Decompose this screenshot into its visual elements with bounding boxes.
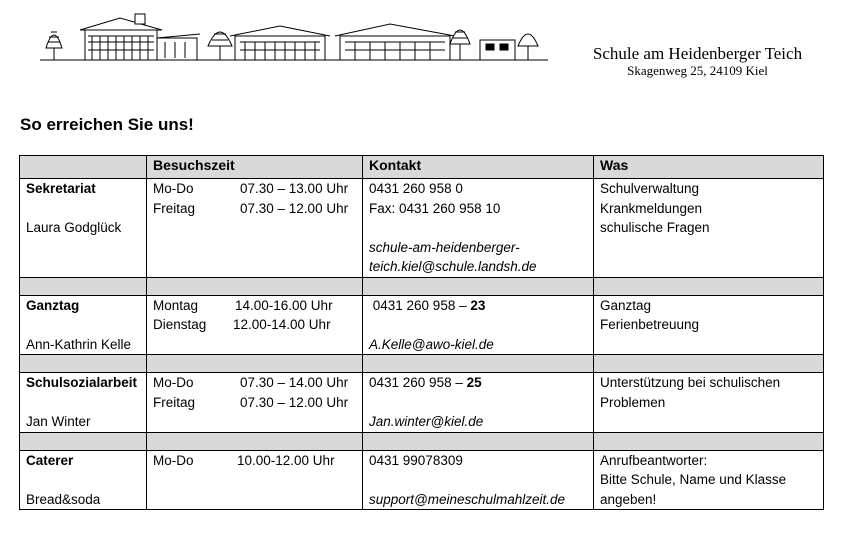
time-line [153,315,356,335]
time-day: Freitag [153,200,196,216]
column-header-was: Was [594,156,824,179]
time-range: 07.30 – 13.00 Uhr [240,181,349,196]
table-row [20,179,824,278]
time-line [153,373,356,393]
row-title-cell [20,179,147,278]
spacer-row [20,432,824,450]
purpose-item: Ganztag [600,297,652,313]
phone-prefix: 0431 260 958 – [369,297,471,313]
purpose-cell [594,450,824,510]
school-building-drawing [40,12,548,64]
blank-line [369,470,587,490]
table-row [20,295,824,355]
purpose-cell [594,373,824,433]
blank-line [369,218,587,238]
purpose-item: Schulverwaltung [600,181,700,196]
page-title: So erreichen Sie uns! [20,115,194,134]
phone-extension: 23 [470,297,486,313]
phone-number: 0431 99078309 [369,452,463,468]
purpose-item: Unterstützung bei schulischen [600,375,781,390]
time-line [153,296,356,316]
purpose-item: Problemen [600,394,666,410]
contact-person: Bread&soda [26,491,101,507]
email-link[interactable]: A.Kelle@awo-kiel.de [369,336,494,352]
contact-person: Ann-Kathrin Kelle [26,336,132,352]
contact-table [19,155,824,510]
spacer-row [20,277,824,295]
purpose-item: Ferienbetreuung [600,317,700,332]
time-line [153,393,356,413]
table-row [20,450,824,510]
email-link-part1[interactable]: schule-am-heidenberger- [369,239,520,255]
blank-line [369,315,587,335]
contact-cell [363,450,594,510]
phone-number [369,373,587,393]
time-day: Freitag [153,394,196,410]
row-title-cell [20,450,147,510]
column-header-empty [20,156,147,179]
school-address: Skagenweg 25, 24109 Kiel [627,63,768,78]
blank-line [26,315,140,335]
phone-number: 0431 260 958 0 [369,181,463,196]
purpose-item: schulische Fragen [600,220,710,235]
contact-cell [363,295,594,355]
row-title: Caterer [26,452,74,468]
time-day: Mo-Do [153,452,194,468]
contact-cell [363,373,594,433]
spacer-row [20,355,824,373]
email-link[interactable]: Jan.winter@kiel.de [369,414,484,429]
blank-line [369,393,587,413]
row-title: Sekretariat [26,181,96,196]
column-header-kontakt: Kontakt [363,156,594,179]
time-range: 12.00-14.00 Uhr [233,317,331,332]
blank-line [26,393,140,413]
time-range: 07.30 – 12.00 Uhr [240,200,349,216]
purpose-item: angeben! [600,491,657,507]
phone-number [369,296,587,316]
purpose-cell [594,295,824,355]
time-line [153,451,356,471]
email-link[interactable]: support@meineschulmahlzeit.de [369,491,566,507]
time-line [153,179,356,199]
fax-number: Fax: 0431 260 958 10 [369,200,501,216]
column-header-besuchszeit: Besuchszeit [147,156,363,179]
time-range: 07.30 – 12.00 Uhr [240,394,349,410]
contact-cell [363,179,594,278]
time-day: Montag [153,297,199,313]
phone-prefix: 0431 260 958 – [369,375,467,390]
time-day: Mo-Do [153,181,194,196]
visiting-hours-cell [147,295,363,355]
purpose-item: Krankmeldungen [600,200,703,216]
school-name: Schule am Heidenberger Teich [592,44,803,63]
visiting-hours-cell [147,373,363,433]
time-day: Mo-Do [153,375,194,390]
time-range: 14.00-16.00 Uhr [235,297,333,313]
phone-extension: 25 [466,375,482,390]
blank-line [26,470,140,490]
email-link-part2[interactable]: teich.kiel@schule.landsh.de [369,259,537,274]
contact-person: Laura Godglück [26,220,122,235]
time-line [153,199,356,219]
contact-person: Jan Winter [26,414,91,429]
row-title: Schulsozialarbeit [26,375,138,390]
visiting-hours-cell [147,450,363,510]
table-header-row [20,156,824,179]
row-title: Ganztag [26,297,80,313]
purpose-item: Anrufbeantworter: [600,452,708,468]
time-range: 10.00-12.00 Uhr [237,452,335,468]
blank-line [26,199,140,219]
time-range: 07.30 – 14.00 Uhr [240,375,349,390]
visiting-hours-cell [147,179,363,278]
row-title-cell [20,373,147,433]
school-info [565,44,830,78]
row-title-cell [20,295,147,355]
table-row [20,373,824,433]
time-day: Dienstag [153,317,207,332]
purpose-cell [594,179,824,278]
purpose-item: Bitte Schule, Name und Klasse [600,472,787,487]
